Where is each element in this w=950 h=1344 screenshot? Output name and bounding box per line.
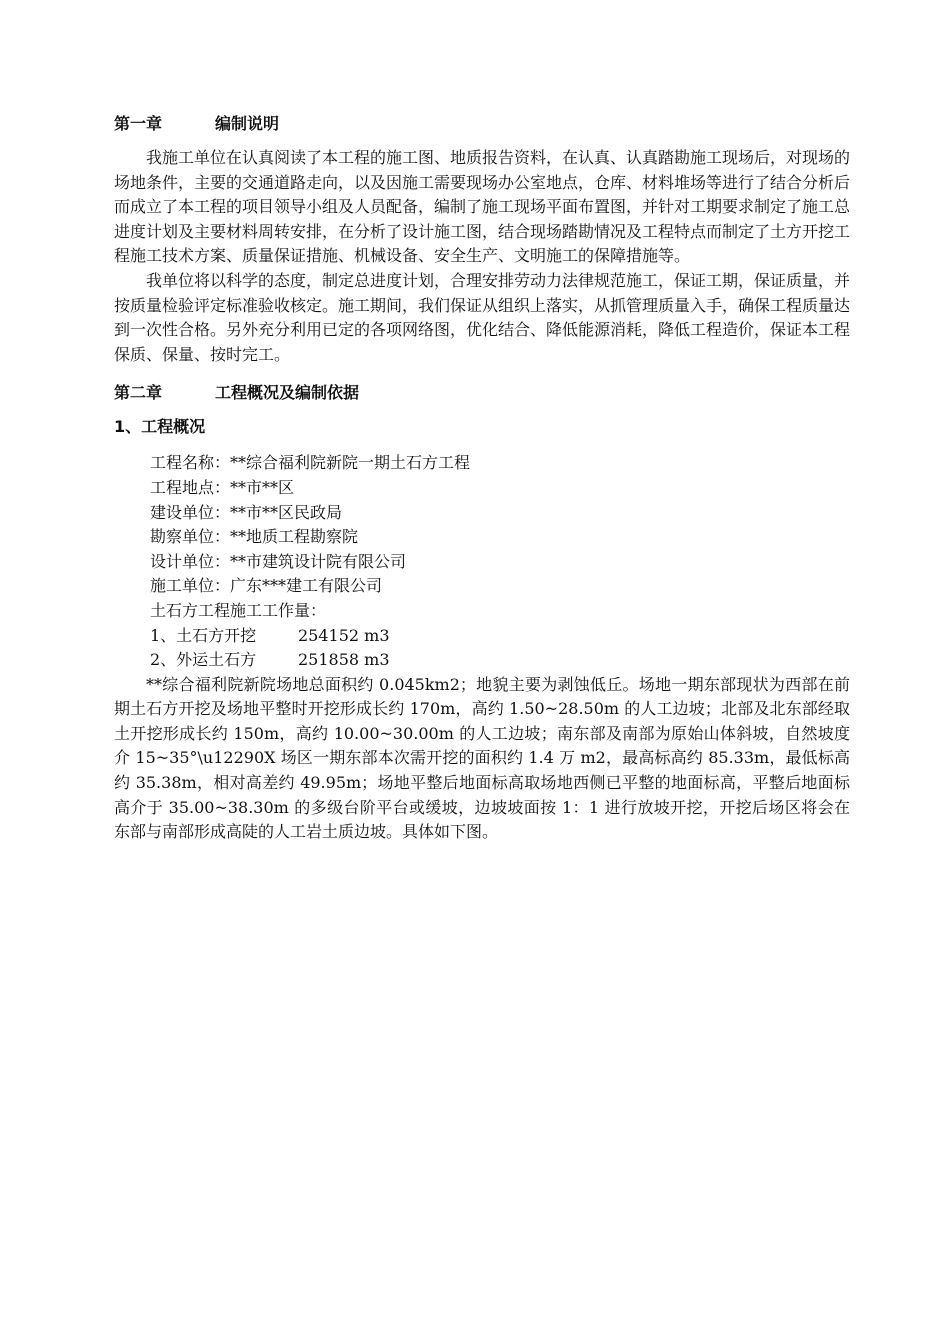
workload-label: 土石方工程施工工作量： [150,600,327,620]
chapter2-heading [114,381,850,405]
quantity-row [150,648,850,673]
chapter1-title: 编制说明 [215,114,280,133]
chapter1-paragraph-2: 我单位将以科学的态度，制定总进度计划，合理安排劳动力法律规范施工，保证工期，保证质量，并按质量检验评定标准验收核定。施工期间，我们保证从组织上落实，从抓管理质量入手，确保工程质量达到一次性合格。另外充分利用已定的各项网络图，优化结合、降低能源消耗，降低工程造价，保证本工程保质、保量、按时完工。 [114,270,851,364]
chapter2-number: 第二章 [114,383,163,403]
section1-heading: 1、工程概况 [114,417,206,437]
site-description: **综合福利院新院场地总面积约 0.045km2；地貌主要为剥蚀低丘。场地一期东部现状为西部在前期土石方开挖及场地平整时开挖形成长约 170m，高约 1.50~28.50m 的人工边坡；北部及北东部经取土开挖形成长约 150m，高约 10.00~30.00m 的人工边坡；南东部及南部为原始山体斜坡，自然坡度介 15~35°\u12290X 场区一期东部本次需开挖的面积约 1.4 万 m2，最高标高约 85.33m，最低标高约 35.38m，相对高差约 49.95m；场地平整后地面标高取场地西侧已平整的地面标高，平整后地面标高介于 35.00~38.30m 的多级台阶平台或缓坡，边坡坡面按 1：1 进行放坡开挖，开挖后场区将会在东部与南部形成高陡的人工岩土质边坡。具体如下图。 [114,674,850,842]
project-owner: 建设单位：**市**区民政局 [150,502,343,522]
chapter1-number: 第一章 [114,114,163,133]
project-survey-unit: 勘察单位：**地质工程勘察院 [150,527,359,547]
quantity-value: 251858 m3 [298,650,390,670]
quantity-item: 2、外运土石方 [150,650,257,670]
quantity-item: 1、土石方开挖 [150,625,257,645]
document-body [114,112,850,845]
quantity-value: 254152 m3 [298,625,390,645]
project-info-list [114,451,850,672]
project-design-unit: 设计单位：**市建筑设计院有限公司 [150,551,407,571]
project-location: 工程地点：**市**区 [150,477,295,497]
project-name: 工程名称：**综合福利院新院一期土石方工程 [150,453,471,473]
chapter1-heading [114,112,850,136]
project-contractor: 施工单位：广东***建工有限公司 [150,576,383,596]
chapter1-paragraph-1: 我施工单位在认真阅读了本工程的施工图、地质报告资料，在认真、认真踏勘施工现场后，对现场的场地条件，主要的交通道路走向，以及因施工需要现场办公室地点，仓库、材料堆场等进行了结合分析后而成立了本工程的项目领导小组及人员配备，编制了施工现场平面布置图，并针对工期要求制定了施工总进度计划及主要材料周转安排，在分析了设计施工图，结合现场踏勘情况及工程特点而制定了土方开挖工程施工技术方案、质量保证措施、机械设备、安全生产、文明施工的保障措施等。 [114,148,851,266]
chapter2-title: 工程概况及编制依据 [215,383,360,403]
quantity-row [150,624,850,649]
